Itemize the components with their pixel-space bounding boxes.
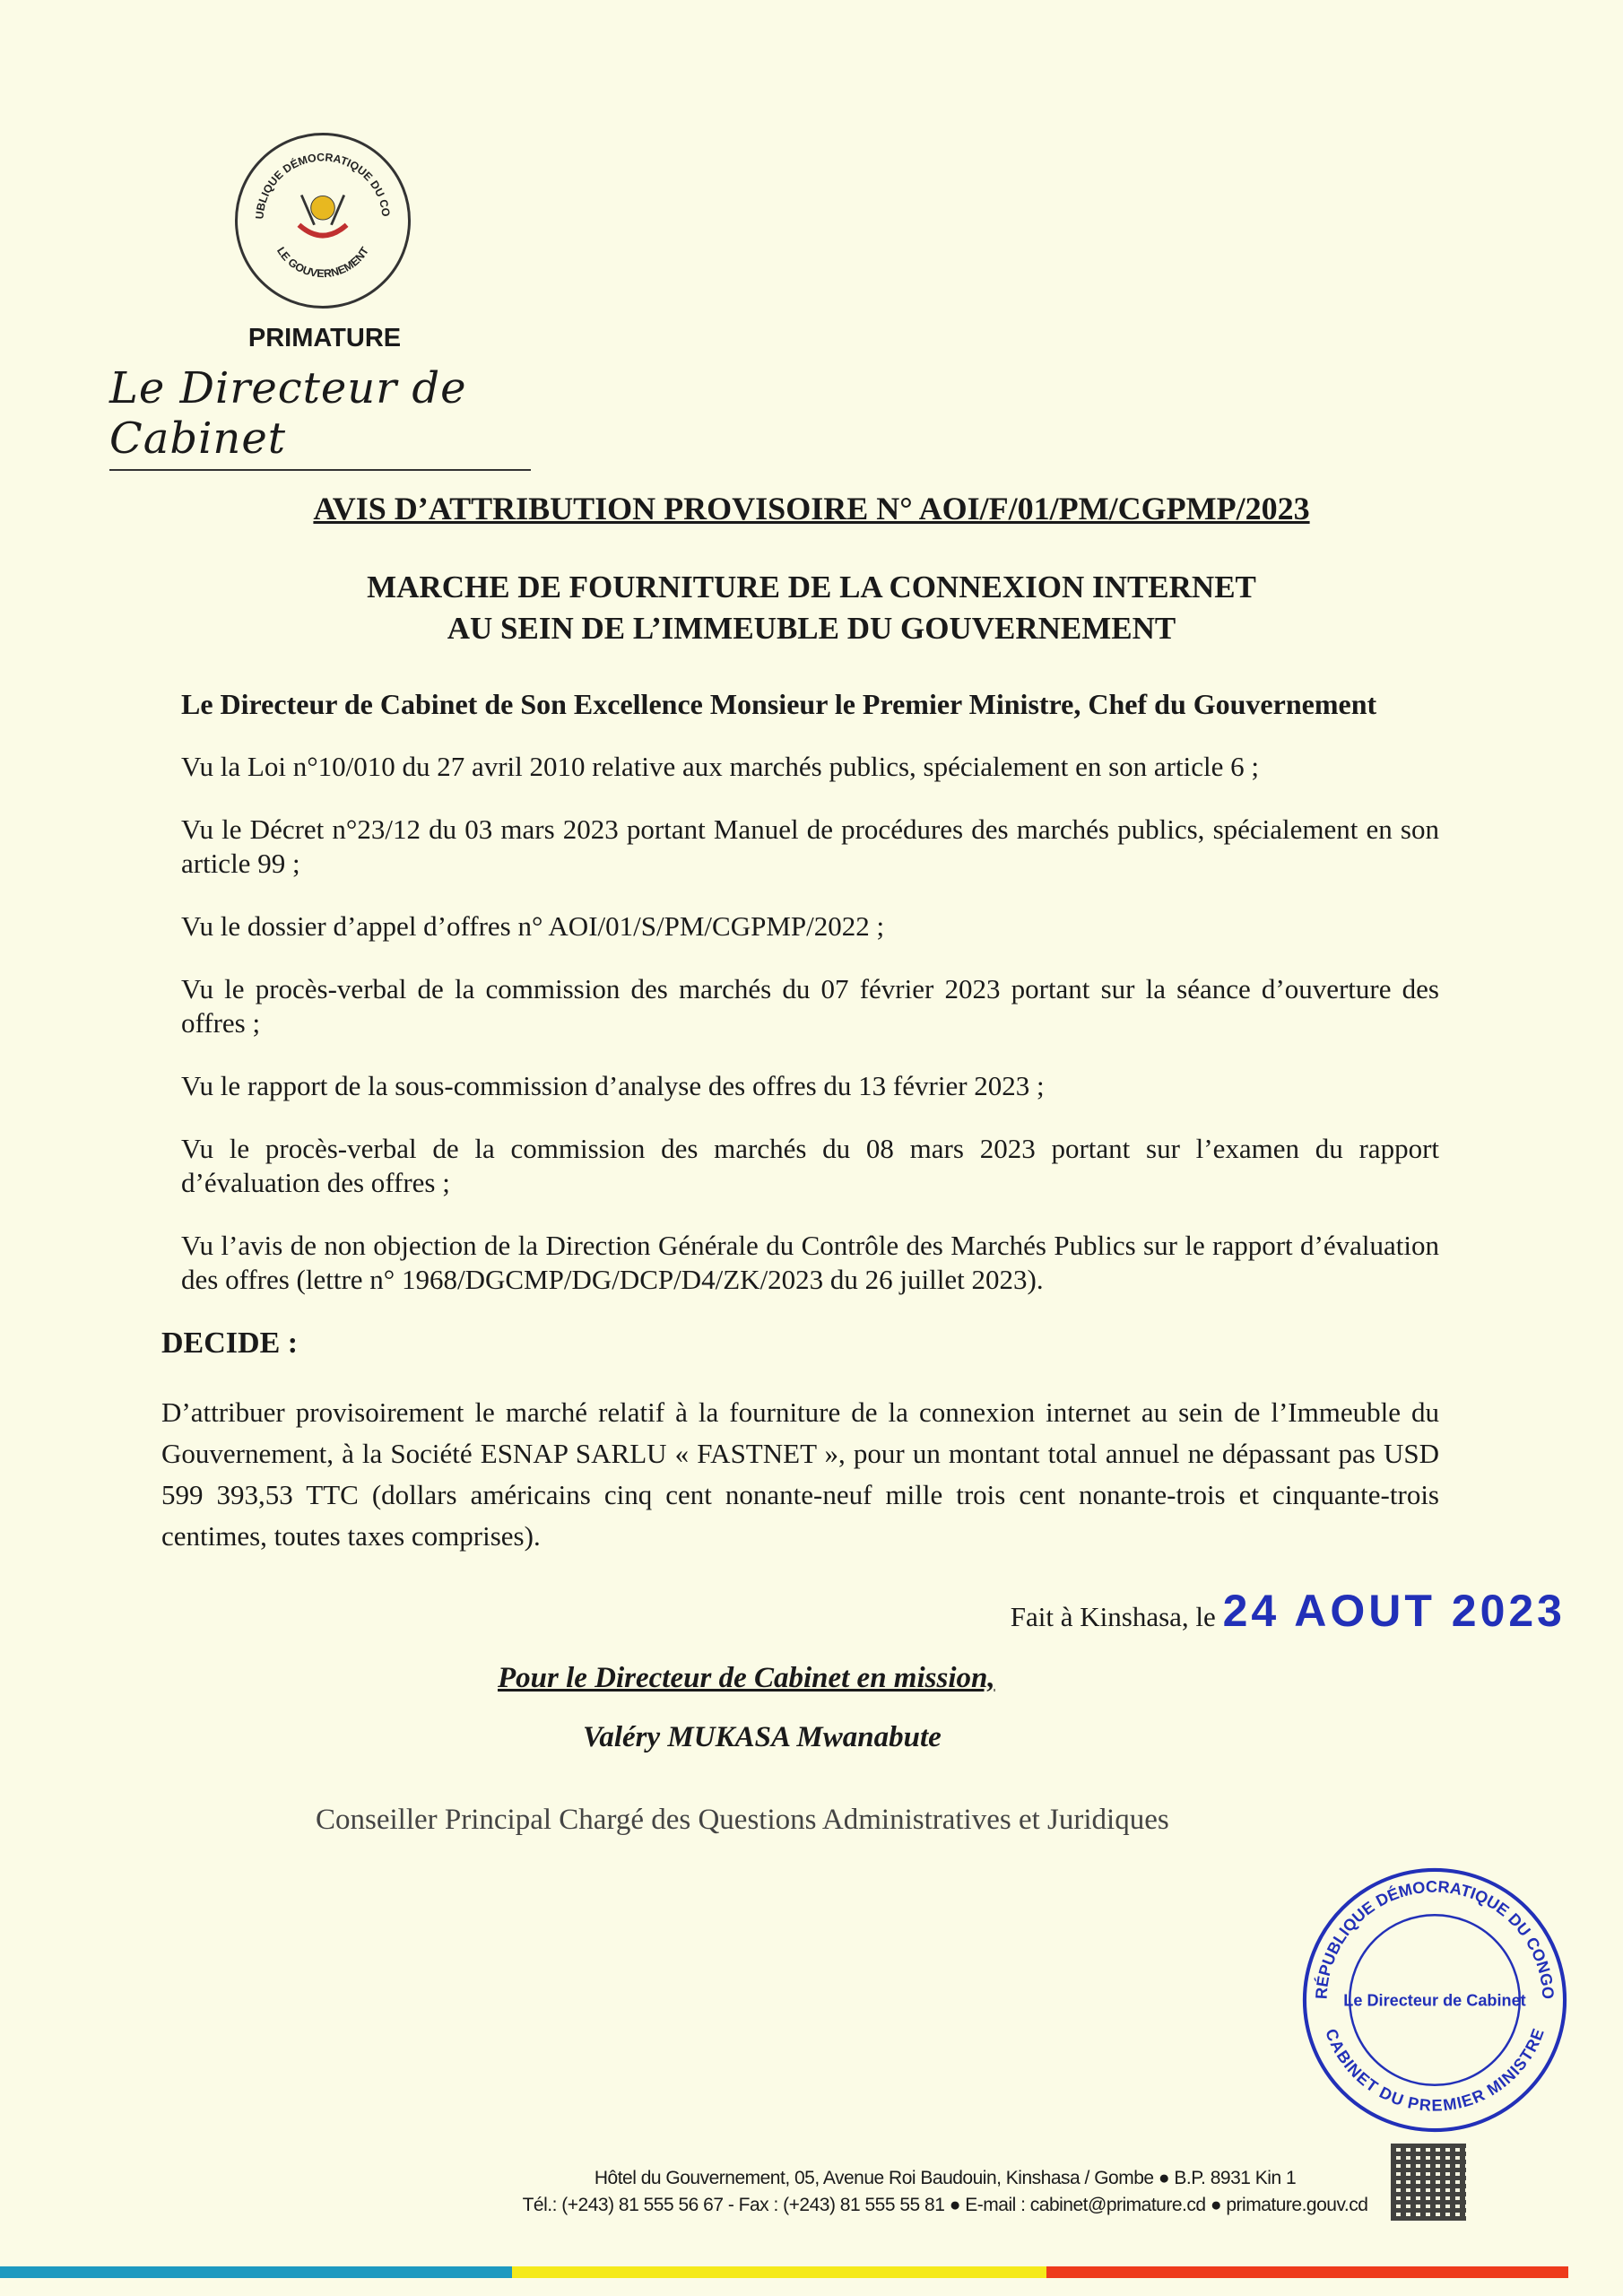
place-label: Fait à Kinshasa, le [1010, 1601, 1216, 1632]
consideration: Vu le procès-verbal de la commission des marchés du 08 mars 2023 portant sur l’examen du rapport d’évaluation des offres ; [181, 1133, 1439, 1198]
footer-contact: Tél.: (+243) 81 555 56 67 - Fax : (+243) 81 555 55 81 ● E-mail : cabinet@primature.cd ● primature.gouv.cd [522, 2195, 1368, 2215]
flag-stripe-yellow [512, 2266, 1046, 2278]
document-title [175, 490, 1448, 527]
signatory-title: Le Directeur de Cabinet [109, 363, 531, 471]
document-body [0, 490, 1623, 1838]
signature-for-line [498, 1660, 1623, 1696]
signatory-name: Valéry MUKASA Mwanabute [583, 1721, 942, 1753]
title-text: AVIS D’ATTRIBUTION PROVISOIRE N° AOI/F/01/PM/CGPMP/2023 [313, 491, 1310, 526]
consideration: Vu l’avis de non objection de la Direction Générale du Contrôle des Marchés Publics sur le rapport d’évaluation des offres (lettre n° 1968/DGCMP/DG/DCP/D4/ZK/2023 du 26 juillet 2023). [181, 1230, 1439, 1295]
signature-for-text: Pour le Directeur de Cabinet en mission, [498, 1662, 995, 1694]
consideration: Vu le procès-verbal de la commission des marchés du 07 février 2023 portant sur la séance d’ouverture des offres ; [181, 973, 1439, 1039]
consideration: Vu la Loi n°10/010 du 27 avril 2010 relative aux marchés publics, spécialement en son article 6 ; [181, 751, 1259, 782]
date-stamp: 24 AOUT 2023 [1222, 1586, 1566, 1636]
subtitle-line: AU SEIN DE L’IMMEUBLE DU GOUVERNEMENT [447, 611, 1176, 646]
consideration: Vu le dossier d’appel d’offres n° AOI/01/S/PM/CGPMP/2022 ; [181, 910, 885, 942]
svg-text:LE GOUVERNEMENT: LE GOUVERNEMENT [273, 244, 372, 281]
document-subtitle [175, 567, 1448, 649]
body-text [161, 687, 1439, 1557]
consideration: Vu le Décret n°23/12 du 03 mars 2023 portant Manuel de procédures des marchés publics, spécialement en son article 99 ; [181, 813, 1439, 879]
office-name: PRIMATURE [247, 324, 402, 352]
subtitle-line: MARCHE DE FOURNITURE DE LA CONNEXION INTERNET [367, 570, 1256, 604]
government-seal [235, 133, 411, 309]
preamble: Le Directeur de Cabinet de Son Excellence Monsieur le Premier Ministre, Chef du Gouvernement [181, 688, 1377, 720]
footer-address: Hôtel du Gouvernement, 05, Avenue Roi Baudouin, Kinshasa / Gombe ● B.P. 8931 Kin 1 [594, 2168, 1297, 2188]
signatory-role: Conseiller Principal Chargé des Questions Administratives et Juridiques [316, 1804, 1169, 1836]
consideration: Vu le rapport de la sous-commission d’analyse des offres du 13 février 2023 ; [181, 1070, 1045, 1101]
flag-stripe-blue [0, 2266, 512, 2278]
decision-text: D’attribuer provisoirement le marché relatif à la fourniture de la connexion internet au sein de l’Immeuble du Gouvernement, à la Société ESNAP SARLU « FASTNET », pour un montant total annuel ne dépassant pas USD 599 393,53 TTC (dollars américains cinq cent nonante-neuf mille trois cent nonante-trois et cinquante-trois centimes, toutes taxes comprises). [161, 1396, 1439, 1552]
flag-stripe-red [1046, 2266, 1568, 2278]
official-stamp [1300, 1866, 1569, 2135]
decide-heading: DECIDE : [161, 1326, 299, 1360]
svg-text:RÉPUBLIQUE DÉMOCRATIQUE DU CON: RÉPUBLIQUE DÉMOCRATIQUE DU CONGO [1312, 1877, 1558, 2000]
svg-text:CABINET DU PREMIER MINISTRE: CABINET DU PREMIER MINISTRE [1322, 2026, 1548, 2115]
qr-code [1391, 2144, 1466, 2221]
svg-text:Le Directeur de Cabinet: Le Directeur de Cabinet [1343, 1991, 1526, 2010]
place-date [0, 1586, 1623, 1642]
svg-text:RÉPUBLIQUE DÉMOCRATIQUE DU CON: UBLIQUE DÉMOCRATIQUE DU CO [253, 151, 393, 220]
